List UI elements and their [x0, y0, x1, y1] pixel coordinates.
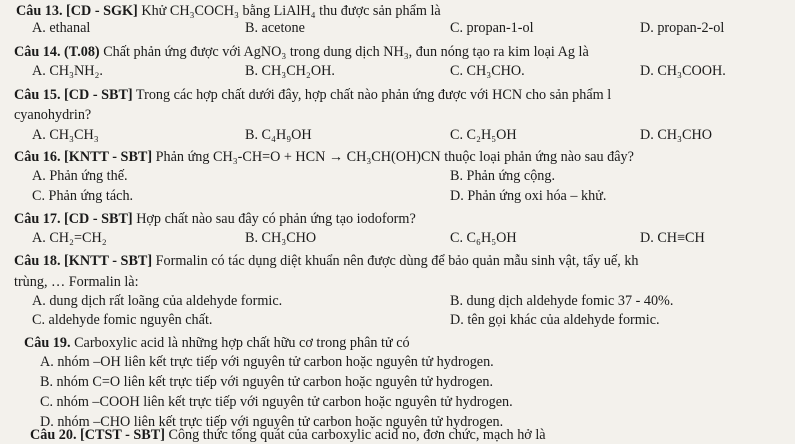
- q14-option-a: A. CH₃NH₂.: [32, 63, 103, 79]
- q15-option-b: B. C₄H₉OH: [245, 127, 312, 143]
- question-14-head: Câu 14. (T.08): [14, 44, 100, 60]
- q17-option-c: C. C₆H₅OH: [450, 230, 517, 246]
- q18-option-a: A. dung dịch rất loãng của aldehyde formic.: [32, 293, 283, 309]
- question-19-head: Câu 19.: [24, 335, 71, 351]
- q17-option-d: D. CH≡CH: [640, 230, 705, 246]
- q19-option-c: C. nhóm –COOH liên kết trực tiếp với nguyên tử carbon hoặc nguyên tử hydrogen.: [40, 394, 513, 410]
- question-17-text: Hợp chất nào sau đây có phản ứng tạo iodoform?: [132, 211, 416, 227]
- question-20-head: Câu 20. [CTST - SBT]: [30, 427, 165, 443]
- question-15-text: Trong các hợp chất dưới đây, hợp chất nào phản ứng được với HCN cho sản phẩm l: [132, 87, 612, 103]
- q15-option-c: C. C₂H₅OH: [450, 127, 517, 143]
- q19-option-b: B. nhóm C=O liên kết trực tiếp với nguyên tử carbon hoặc nguyên tử hydrogen.: [40, 374, 494, 390]
- q18-option-c: C. aldehyde fomic nguyên chất.: [32, 312, 213, 328]
- q17-option-a: A. CH₂=CH₂: [32, 230, 107, 246]
- q16-option-c: C. Phản ứng tách.: [32, 188, 134, 204]
- q15-option-a: A. CH₃CH₃: [32, 127, 99, 143]
- q14-option-b: B. CH₃CH₂OH.: [245, 63, 335, 79]
- question-18-continued: trùng, … Formalin là:: [14, 274, 139, 290]
- q18-option-b: B. dung dịch aldehyde fomic 37 - 40%.: [450, 293, 674, 309]
- question-19-text: Carboxylic acid là những hợp chất hữu cơ trong phân tử có: [70, 335, 410, 351]
- question-15-head: Câu 15. [CD - SBT]: [14, 87, 133, 103]
- question-13: [16, 2, 441, 20]
- question-17-head: Câu 17. [CD - SBT]: [14, 211, 133, 227]
- q13-option-d: D. propan-2-ol: [640, 20, 725, 36]
- question-20: [30, 426, 546, 444]
- q14-option-d: D. CH₃COOH.: [640, 63, 726, 79]
- q19-option-a: A. nhóm –OH liên kết trực tiếp với nguyên tử carbon hoặc nguyên tử hydrogen.: [40, 354, 494, 370]
- q13-option-c: C. propan-1-ol: [450, 20, 534, 36]
- question-17: [14, 210, 416, 228]
- q13-option-a: A. ethanal: [32, 20, 91, 36]
- question-15: [14, 86, 611, 104]
- q17-option-b: B. CH₃CHO: [245, 230, 317, 246]
- question-14: [14, 43, 589, 61]
- question-16-text: Phản ứng CH₃-CH=O + HCN → CH₃CH(OH)CN thuộc loại phản ứng nào sau đây?: [152, 149, 634, 165]
- q13-option-b: B. acetone: [245, 20, 305, 36]
- question-13-text: Khử CH₃COCH₃ bằng LiAlH₄ thu được sản phẩm là: [137, 3, 441, 19]
- question-15-continued: cyanohydrin?: [14, 107, 92, 123]
- q18-option-d: D. tên gọi khác của aldehyde formic.: [450, 312, 660, 328]
- question-20-text: Công thức tổng quát của carboxylic acid no, đơn chức, mạch hở là: [164, 427, 546, 443]
- q16-option-a: A. Phản ứng thế.: [32, 168, 128, 184]
- question-18-text: Formalin có tác dụng diệt khuẩn nên được dùng để bảo quản mẫu sinh vật, tẩy uế, kh: [152, 253, 639, 269]
- q16-option-d: D. Phản ứng oxi hóa – khử.: [450, 188, 607, 204]
- question-16-head: Câu 16. [KNTT - SBT]: [14, 149, 153, 165]
- question-18-head: Câu 18. [KNTT - SBT]: [14, 253, 153, 269]
- question-19: [24, 334, 410, 352]
- question-16: [14, 148, 634, 166]
- q16-option-b: B. Phản ứng cộng.: [450, 168, 556, 184]
- question-14-text: Chất phản ứng được với AgNO₃ trong dung dịch NH₃, đun nóng tạo ra kim loại Ag là: [99, 44, 589, 60]
- q19-option-d: D. nhóm –CHO liên kết trực tiếp với nguyên tử carbon hoặc nguyên tử hydrogen.: [40, 414, 504, 430]
- question-18: [14, 252, 639, 270]
- q14-option-c: C. CH₃CHO.: [450, 63, 525, 79]
- q15-option-d: D. CH₃CHO: [640, 127, 712, 143]
- question-13-head: Câu 13. [CD - SGK]: [16, 3, 138, 19]
